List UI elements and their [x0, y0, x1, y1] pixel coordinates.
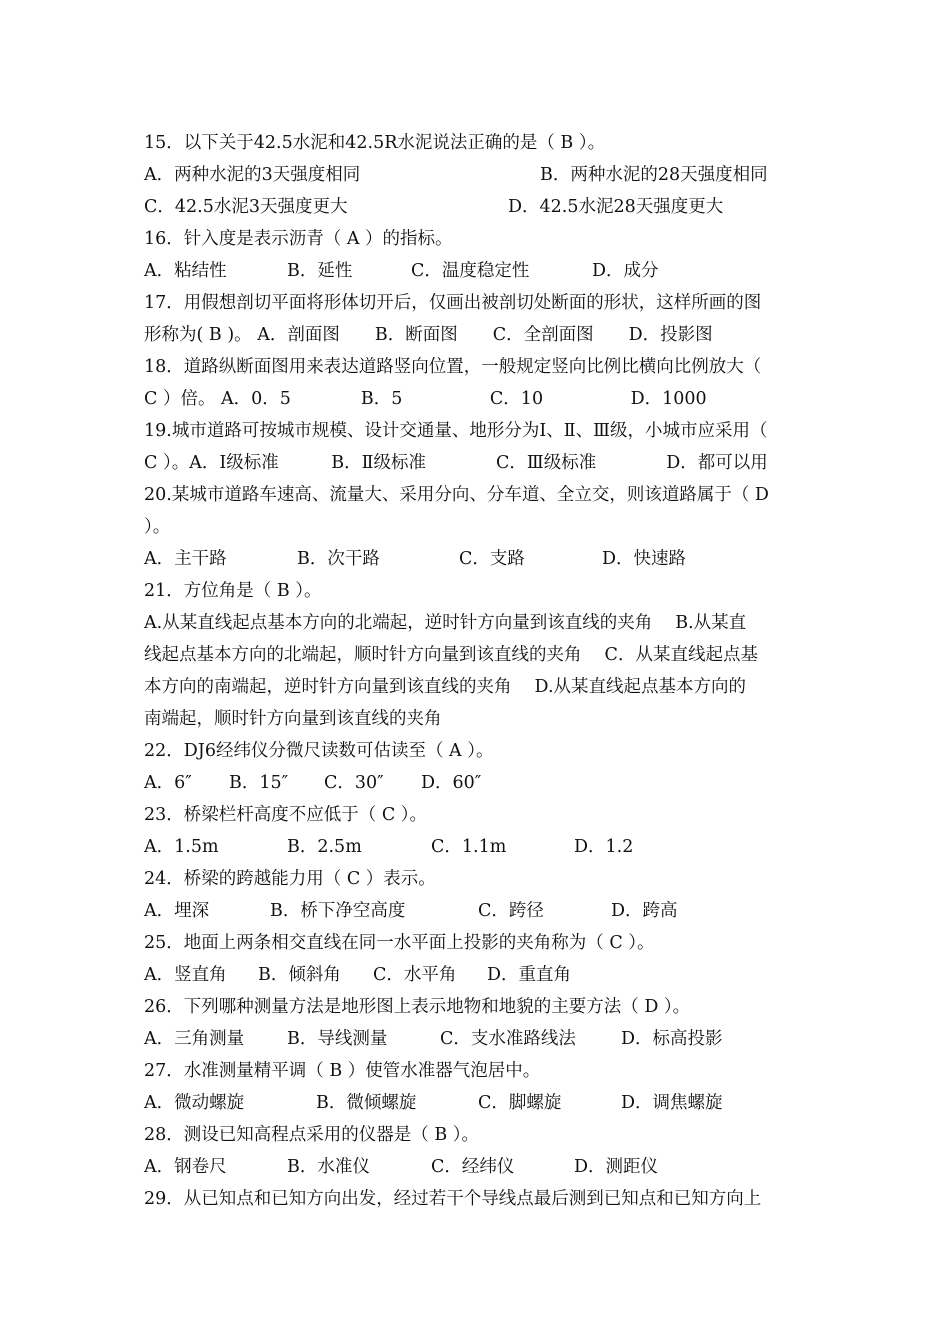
option-d: D．1.2	[574, 837, 634, 857]
question-15-options-row2	[144, 191, 814, 223]
option-b: B．次干路	[297, 549, 380, 569]
question-17-line2: 形称为( B )。 A．剖面图 B．断面图 C．全剖面图 D．投影图	[144, 325, 713, 345]
question-20-line1: 20.某城市道路车速高、流量大、采用分向、分车道、全立交，则该道路属于（ D	[144, 485, 769, 505]
question-26-stem: 26．下列哪种测量方法是地形图上表示地物和地貌的主要方法（ D ）。	[144, 997, 691, 1017]
question-25-stem: 25．地面上两条相交直线在同一水平面上投影的夹角称为（ C ）。	[144, 933, 655, 953]
option-b: B．延性	[287, 261, 353, 281]
option-a: A．竖直角	[144, 965, 227, 985]
option-a: A．钢卷尺	[144, 1157, 227, 1177]
question-22-options	[144, 767, 814, 799]
question-15-options-row1	[144, 159, 814, 191]
question-24-stem: 24．桥梁的跨越能力用（ C ）表示。	[144, 869, 436, 889]
option-c: C．经纬仪	[431, 1157, 515, 1177]
option-c: C．脚螺旋	[478, 1093, 562, 1113]
question-16-stem: 16．针入度是表示沥青（ A ）的指标。	[144, 229, 453, 249]
question-19-line1: 19.城市道路可按城市规模、设计交通量、地形分为Ⅰ、Ⅱ、Ⅲ级，小城市应采用（	[144, 421, 768, 441]
option-b: B．微倾螺旋	[316, 1093, 417, 1113]
question-28-options	[144, 1151, 814, 1183]
option-d: D．跨高	[611, 901, 678, 921]
question-17-line1: 17．用假想剖切平面将形体切开后，仅画出被剖切处断面的形状，这样所画的图	[144, 293, 762, 313]
option-c: C．1.1m	[431, 837, 507, 857]
option-c: C．水平角	[373, 965, 457, 985]
option-a: A．微动螺旋	[144, 1093, 245, 1113]
question-28-stem: 28．测设已知高程点采用的仪器是（ B ）。	[144, 1125, 480, 1145]
option-d: D．重直角	[487, 965, 572, 985]
question-24-options	[144, 895, 814, 927]
option-a: A．主干路	[144, 549, 227, 569]
option-a: A．三角测量	[144, 1029, 245, 1049]
option-d: D．标高投影	[621, 1029, 723, 1049]
option-c: C．跨径	[478, 901, 544, 921]
question-19-line2: C ）。A．Ⅰ级标准 B．Ⅱ级标准 C．Ⅲ级标准 D．都可以用	[144, 453, 768, 473]
question-21-options-line1: A.从某直线起点基本方向的北端起，逆时针方向量到该直线的夹角 B.从某直	[144, 613, 747, 633]
option-d: D．60″	[421, 773, 482, 793]
question-21-options-line3: 本方向的南端起，逆时针方向量到该直线的夹角 D.从某直线起点基本方向的	[144, 677, 747, 697]
option-d: D．成分	[592, 261, 659, 281]
option-a: A．埋深	[144, 901, 210, 921]
option-a: A．6″	[144, 773, 192, 793]
question-16-options	[144, 255, 814, 287]
option-c: C．温度稳定性	[411, 261, 530, 281]
option-d: D．42.5水泥28天强度更大	[508, 197, 724, 217]
option-c: C．30″	[324, 773, 384, 793]
option-b: B．倾斜角	[258, 965, 341, 985]
option-b: B．桥下净空高度	[270, 901, 406, 921]
option-d: D．测距仪	[574, 1157, 659, 1177]
option-b: B．导线测量	[287, 1029, 388, 1049]
question-23-options	[144, 831, 814, 863]
question-21-options-line2: 线起点基本方向的北端起，顺时针方向量到该直线的夹角 C．从某直线起点基	[144, 645, 758, 665]
question-15-stem: 15．以下关于42.5水泥和42.5R水泥说法正确的是（ B ）。	[144, 133, 606, 153]
question-20-line2: ）。	[144, 517, 171, 537]
option-c: C．42.5水泥3天强度更大	[144, 197, 348, 217]
option-b: B．两种水泥的28天强度相同	[540, 165, 768, 185]
question-29-stem: 29．从已知点和已知方向出发，经过若干个导线点最后测到已知点和已知方向上	[144, 1189, 762, 1209]
question-23-stem: 23．桥梁栏杆高度不应低于（ C ）。	[144, 805, 428, 825]
option-d: D．调焦螺旋	[621, 1093, 723, 1113]
option-a: A．两种水泥的3天强度相同	[144, 165, 361, 185]
question-22-stem: 22．DJ6经纬仪分微尺读数可估读至（ A ）。	[144, 741, 494, 761]
question-18-line1: 18．道路纵断面图用来表达道路竖向位置，一般规定竖向比例比横向比例放大（	[144, 357, 762, 377]
question-27-stem: 27．水准测量精平调（ B ）使管水准器气泡居中。	[144, 1061, 541, 1081]
option-d: D．快速路	[602, 549, 687, 569]
question-21-options-line4: 南端起，顺时针方向量到该直线的夹角	[144, 709, 442, 729]
option-a: A．1.5m	[144, 837, 219, 857]
option-b: B．15″	[229, 773, 289, 793]
question-27-options	[144, 1087, 814, 1119]
question-18-line2: C ）倍。 A．0．5 B．5 C．10 D．1000	[144, 389, 707, 409]
question-20-options	[144, 543, 814, 575]
option-a: A．粘结性	[144, 261, 227, 281]
option-c: C．支水准路线法	[440, 1029, 576, 1049]
question-26-options	[144, 1023, 814, 1055]
question-21-stem: 21．方位角是（ B ）。	[144, 581, 322, 601]
question-25-options	[144, 959, 814, 991]
option-b: B．2.5m	[287, 837, 362, 857]
option-c: C．支路	[459, 549, 525, 569]
option-b: B．水准仪	[287, 1157, 370, 1177]
